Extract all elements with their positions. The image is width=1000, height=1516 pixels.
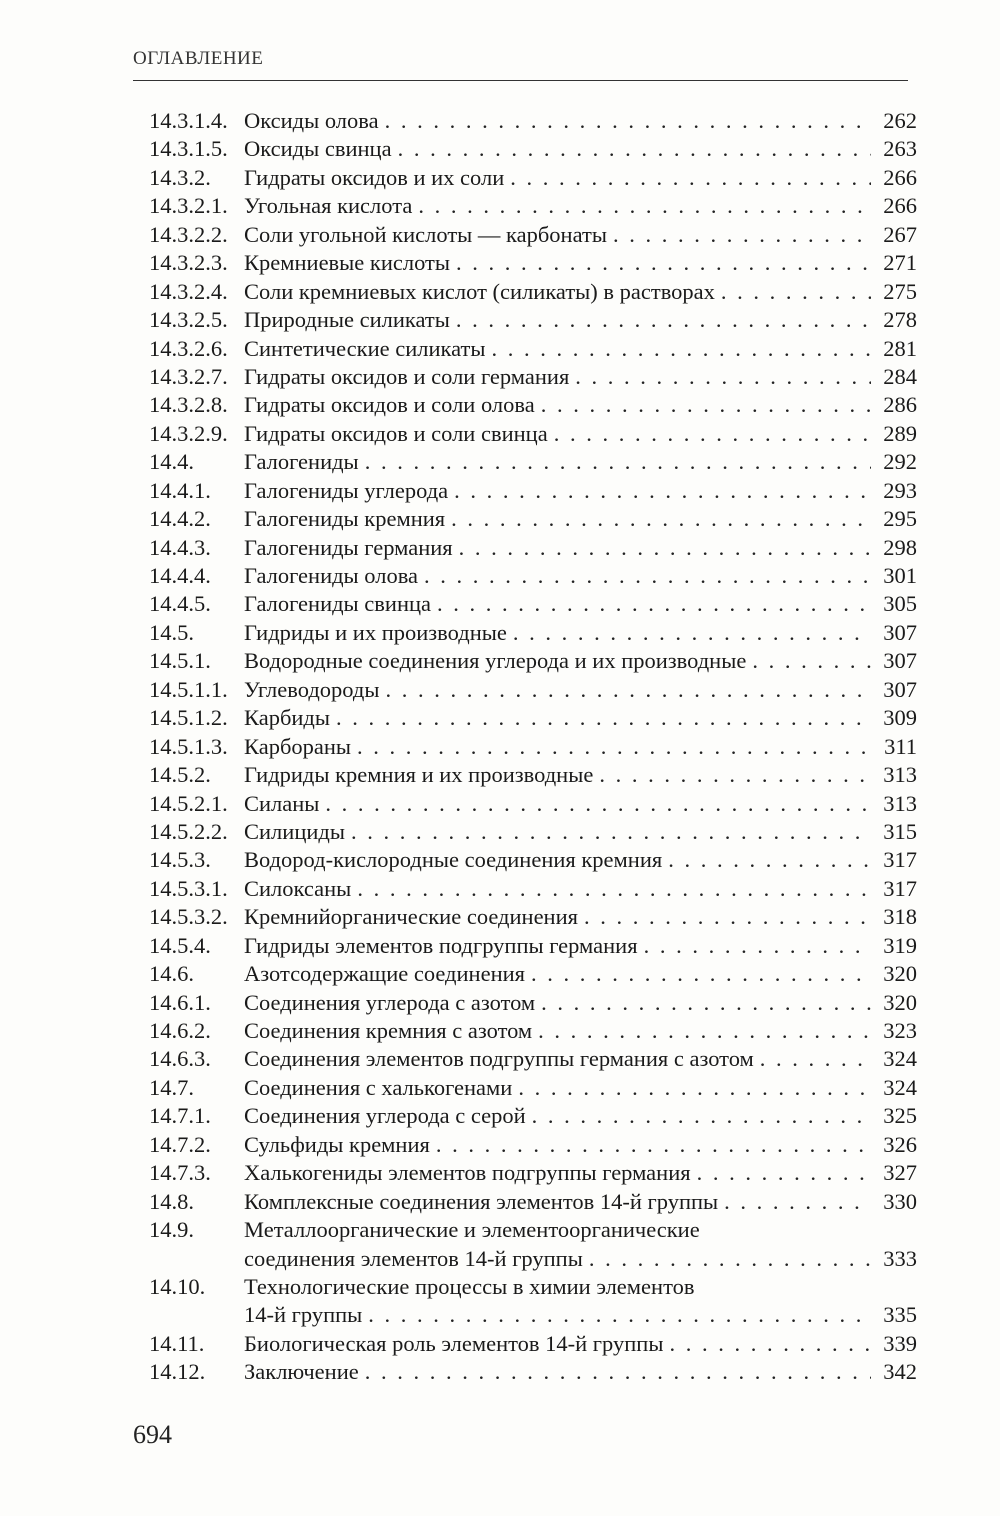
toc-entry	[149, 249, 917, 277]
toc-entry-page: 324	[883, 1074, 917, 1100]
toc-entry-title: Галогениды свинца	[244, 591, 432, 617]
toc-entry-page: 333	[883, 1245, 917, 1271]
toc-entry-title: Галогениды кремния	[244, 506, 446, 532]
toc-entry-title: Карбораны	[244, 733, 352, 759]
toc-entry-title: Кремнийорганические соединения	[244, 904, 578, 930]
toc-entry	[149, 278, 917, 306]
toc-entry-number: 14.5.3.1.	[149, 875, 228, 901]
toc-entry-page: 298	[883, 534, 917, 560]
dot-leader	[599, 761, 871, 789]
toc-entry-title: Сульфиды кремния	[244, 1131, 430, 1157]
toc-entry-page: 342	[883, 1359, 917, 1385]
toc-entry	[149, 1216, 917, 1244]
toc-entry-title: Оксиды свинца	[244, 136, 392, 162]
toc-entry	[149, 107, 917, 135]
toc-entry-page: 293	[883, 477, 917, 503]
toc-entry-page: 284	[883, 363, 917, 389]
dot-leader	[613, 221, 871, 249]
toc-entry-title: Гидраты оксидов и соли олова	[244, 392, 535, 418]
toc-entry-page: 313	[883, 762, 917, 788]
dot-leader	[584, 903, 871, 931]
toc-entry-page: 295	[883, 506, 917, 532]
toc-entry-number: 14.11.	[149, 1330, 205, 1356]
toc-entry-number: 14.6.3.	[149, 1046, 211, 1072]
dot-leader	[456, 306, 871, 334]
toc-entry-title: Соли кремниевых кислот (силикаты) в растворах	[244, 278, 715, 304]
dot-leader	[721, 278, 871, 306]
toc-entry	[149, 1159, 917, 1187]
toc-entry	[149, 420, 917, 448]
toc-entry-title: Силаны	[244, 790, 320, 816]
toc-entry	[149, 164, 917, 192]
toc-entry-number: 14.5.3.	[149, 847, 211, 873]
dot-leader	[697, 1159, 871, 1187]
dot-leader	[518, 1074, 871, 1102]
toc-entry-title: Соединения углерода с азотом	[244, 989, 536, 1015]
toc-entry-title: Природные силикаты	[244, 307, 450, 333]
toc-entry-number: 14.5.1.3.	[149, 733, 228, 759]
toc-entry-title: Соли угольной кислоты — карбонаты	[244, 221, 607, 247]
toc-entry-number: 14.3.1.5.	[149, 136, 228, 162]
toc-entry-number: 14.4.	[149, 449, 194, 475]
toc-entry-page: 313	[883, 790, 917, 816]
toc-entry-page: 267	[883, 221, 917, 247]
toc-entry-number: 14.7.3.	[149, 1160, 211, 1186]
toc-entry	[149, 192, 917, 220]
dot-leader	[336, 704, 871, 732]
toc-entry-page: 325	[883, 1103, 917, 1129]
toc-entry-title: Биологическая роль элементов 14-й группы	[244, 1330, 664, 1356]
toc-entry-page: 266	[883, 193, 917, 219]
dot-leader	[368, 1301, 871, 1329]
toc-entry	[149, 477, 917, 505]
toc-entry-title: Гидриды кремния и их производные	[244, 762, 594, 788]
toc-entry-title: Гидраты оксидов и соли германия	[244, 363, 570, 389]
toc-entry	[149, 534, 917, 562]
toc-entry-title: Гидраты оксидов и соли свинца	[244, 420, 548, 446]
toc-entry-title: Водородные соединения углерода и их производные	[244, 648, 747, 674]
toc-entry-page: 266	[883, 164, 917, 190]
header-rule	[133, 80, 908, 81]
toc-entry-page: 326	[883, 1131, 917, 1157]
toc-entry-page: 323	[883, 1018, 917, 1043]
dot-leader	[459, 534, 871, 562]
dot-leader	[510, 164, 871, 192]
toc-entry	[149, 1188, 917, 1216]
toc-entry-number: 14.7.	[149, 1074, 194, 1100]
dot-leader	[357, 875, 871, 903]
toc-entry-title: Силициды	[244, 818, 345, 844]
running-head: ОГЛАВЛЕНИЕ	[133, 48, 264, 69]
toc-entry-title: соединения элементов 14-й группы	[244, 1245, 583, 1271]
toc-entry-number: 14.12.	[149, 1359, 206, 1385]
toc-entry	[149, 846, 917, 874]
toc-entry-number: 14.3.2.9.	[149, 420, 228, 446]
toc-entry-page: 307	[883, 648, 917, 674]
toc-entry-page: 301	[883, 563, 917, 588]
toc-entry-page: 311	[884, 733, 917, 759]
toc-entry	[149, 306, 917, 334]
toc-entry-page: 317	[883, 875, 917, 901]
dot-leader	[325, 790, 871, 818]
toc-entry	[149, 1245, 917, 1273]
toc-entry	[149, 647, 917, 675]
toc-entry-title: Углеводороды	[244, 676, 380, 702]
toc-entry-number: 14.3.2.7.	[149, 363, 228, 389]
toc-entry-number: 14.3.2.2.	[149, 221, 228, 247]
toc-entry-number: 14.6.	[149, 961, 194, 987]
toc-entry	[149, 221, 917, 249]
toc-entry-title: Галогениды олова	[244, 563, 419, 588]
toc-entry-title: Гидриды и их производные	[244, 619, 507, 645]
dot-leader	[589, 1245, 871, 1273]
toc-entry-page: 317	[883, 847, 917, 873]
toc-entry-number: 14.9.	[149, 1217, 194, 1243]
toc-entry-title: Заключение	[244, 1359, 359, 1385]
dot-leader	[351, 818, 871, 846]
toc-entry-page: 320	[883, 961, 917, 987]
toc-entry-number: 14.3.2.1.	[149, 193, 228, 219]
toc-entry-number: 14.5.1.	[149, 648, 211, 674]
toc-entry	[149, 1074, 917, 1102]
toc-entry	[149, 1017, 917, 1045]
dot-leader	[437, 590, 871, 618]
toc-entry	[149, 448, 917, 476]
toc-entry-title: Соединения углерода с серой	[244, 1103, 526, 1129]
toc-entry-number: 14.5.2.1.	[149, 790, 228, 816]
toc-entry-title: Галогениды	[244, 449, 359, 475]
toc-entry-number: 14.7.1.	[149, 1103, 211, 1129]
dot-leader	[575, 363, 871, 391]
dot-leader	[385, 107, 871, 135]
toc-entry-number: 14.4.2.	[149, 506, 211, 532]
dot-leader	[398, 135, 871, 163]
toc-entry-page: 292	[883, 449, 917, 475]
toc-entry	[149, 335, 917, 363]
dot-leader	[385, 676, 871, 704]
toc-entry	[149, 1045, 917, 1073]
toc-entry-page: 275	[883, 278, 917, 304]
dot-leader	[357, 733, 871, 761]
dot-leader	[532, 1102, 871, 1130]
toc-entry-page: 324	[883, 1046, 917, 1072]
dot-leader	[365, 1358, 871, 1386]
toc-entry	[149, 1358, 917, 1386]
toc-entry-page: 309	[883, 705, 917, 731]
toc-entry	[149, 391, 917, 419]
toc-entry-title: Халькогениды элементов подгруппы германия	[244, 1160, 691, 1186]
dot-leader	[424, 562, 871, 590]
toc-entry-number: 14.5.3.2.	[149, 904, 228, 930]
toc-entry-page: 281	[883, 335, 917, 361]
toc-entry-number: 14.5.1.2.	[149, 705, 228, 731]
toc-entry-number: 14.5.2.	[149, 762, 211, 788]
toc-entry-title: Гидриды элементов подгруппы германия	[244, 932, 638, 958]
dot-leader	[418, 192, 871, 220]
dot-leader	[644, 932, 871, 960]
toc-entry-number: 14.4.4.	[149, 563, 211, 588]
dot-leader	[541, 989, 871, 1017]
toc-entry	[149, 619, 917, 647]
toc-entry-number: 14.4.1.	[149, 477, 211, 503]
toc-entry-number: 14.5.2.2.	[149, 818, 228, 844]
toc-entry	[149, 1301, 917, 1329]
toc-entry-title: Угольная кислота	[244, 193, 413, 219]
dot-leader	[752, 647, 871, 675]
toc-entry-number: 14.5.1.1.	[149, 676, 228, 702]
toc-entry	[149, 932, 917, 960]
toc-entry-title: Соединения с халькогенами	[244, 1074, 513, 1100]
toc-entry-title: Галогениды углерода	[244, 477, 449, 503]
toc-entry	[149, 135, 917, 163]
toc-entry-page: 278	[883, 307, 917, 333]
dot-leader	[456, 249, 871, 277]
toc-entry-number: 14.7.2.	[149, 1131, 211, 1157]
dot-leader	[454, 477, 871, 505]
toc-entry-number: 14.4.5.	[149, 591, 211, 617]
toc-entry-number: 14.3.2.5.	[149, 307, 228, 333]
toc-entry-title: Водород-кислородные соединения кремния	[244, 847, 663, 873]
toc-entry-page: 339	[883, 1330, 917, 1356]
toc-entry-page: 262	[883, 108, 917, 133]
toc-entry-page: 305	[883, 591, 917, 617]
dot-leader	[554, 420, 871, 448]
toc-entry	[149, 989, 917, 1017]
toc-entry-page: 289	[883, 420, 917, 446]
toc-entry-number: 14.3.2.4.	[149, 278, 228, 304]
toc-entry-page: 307	[883, 619, 917, 645]
toc-entry-number: 14.3.2.3.	[149, 250, 228, 276]
dot-leader	[365, 448, 871, 476]
toc-entry	[149, 1330, 917, 1358]
toc-entry-number: 14.4.3.	[149, 534, 211, 560]
toc-entry	[149, 790, 917, 818]
toc-entry-page: 335	[883, 1302, 917, 1328]
toc-entry-title: Металлоорганические и элементоорганические	[244, 1217, 700, 1243]
toc-entry	[149, 761, 917, 789]
toc-entry	[149, 1273, 917, 1301]
dot-leader	[541, 391, 871, 419]
toc-entry	[149, 1102, 917, 1130]
toc-entry-page: 263	[883, 136, 917, 162]
toc-entry-title: Гидраты оксидов и их соли	[244, 164, 505, 190]
toc-entry-number: 14.6.1.	[149, 989, 211, 1015]
dot-leader	[513, 619, 871, 647]
toc-entry-title: Синтетические силикаты	[244, 335, 486, 361]
toc-entry	[149, 875, 917, 903]
dot-leader	[436, 1131, 871, 1159]
toc-entry	[149, 676, 917, 704]
toc-entry	[149, 704, 917, 732]
toc-entry-title: Кремниевые кислоты	[244, 250, 450, 276]
toc-entry-title: Соединения элементов подгруппы германия с азотом	[244, 1046, 754, 1072]
toc-entry-number: 14.3.2.	[149, 164, 211, 190]
toc-entry-page: 307	[883, 676, 917, 702]
toc-entry	[149, 590, 917, 618]
page-number: 694	[133, 1420, 172, 1449]
toc-entry-number: 14.6.2.	[149, 1018, 211, 1043]
dot-leader	[491, 335, 871, 363]
toc-entry-page: 271	[883, 250, 917, 276]
dot-leader	[538, 1017, 871, 1045]
toc-entry-number: 14.5.	[149, 619, 194, 645]
toc-entry-title: Азотсодержащие соединения	[244, 961, 525, 987]
table-of-contents	[149, 107, 917, 1387]
toc-entry	[149, 562, 917, 590]
toc-entry-number: 14.8.	[149, 1188, 194, 1214]
dot-leader	[760, 1045, 871, 1073]
toc-entry-title: Технологические процессы в химии элементов	[244, 1273, 695, 1299]
toc-entry-title: Карбиды	[244, 705, 331, 731]
toc-entry-title: Соединения кремния с азотом	[244, 1018, 533, 1043]
dot-leader	[451, 505, 871, 533]
toc-entry-number: 14.10.	[149, 1273, 206, 1299]
toc-entry	[149, 903, 917, 931]
toc-entry-number: 14.3.2.6.	[149, 335, 228, 361]
dot-leader	[531, 960, 871, 988]
toc-entry-title: Силоксаны	[244, 875, 352, 901]
toc-entry-number: 14.3.1.4.	[149, 108, 228, 133]
toc-entry	[149, 818, 917, 846]
toc-entry	[149, 960, 917, 988]
toc-entry-title: 14-й группы	[244, 1302, 363, 1328]
toc-entry-page: 327	[883, 1160, 917, 1186]
toc-entry	[149, 505, 917, 533]
toc-entry-title: Галогениды германия	[244, 534, 453, 560]
dot-leader	[668, 846, 871, 874]
toc-entry-title: Комплексные соединения элементов 14-й группы	[244, 1188, 719, 1214]
dot-leader	[669, 1330, 871, 1358]
toc-entry-number: 14.5.4.	[149, 932, 211, 958]
toc-entry	[149, 1131, 917, 1159]
toc-entry-page: 319	[883, 932, 917, 958]
toc-entry-page: 320	[883, 989, 917, 1015]
dot-leader	[724, 1188, 871, 1216]
toc-entry-page: 286	[883, 392, 917, 418]
toc-entry-page: 330	[883, 1188, 917, 1214]
toc-entry-page: 318	[883, 904, 917, 930]
toc-entry-number: 14.3.2.8.	[149, 392, 228, 418]
toc-entry	[149, 733, 917, 761]
toc-entry	[149, 363, 917, 391]
toc-entry-title: Оксиды олова	[244, 108, 379, 133]
toc-entry-page: 315	[883, 818, 917, 844]
